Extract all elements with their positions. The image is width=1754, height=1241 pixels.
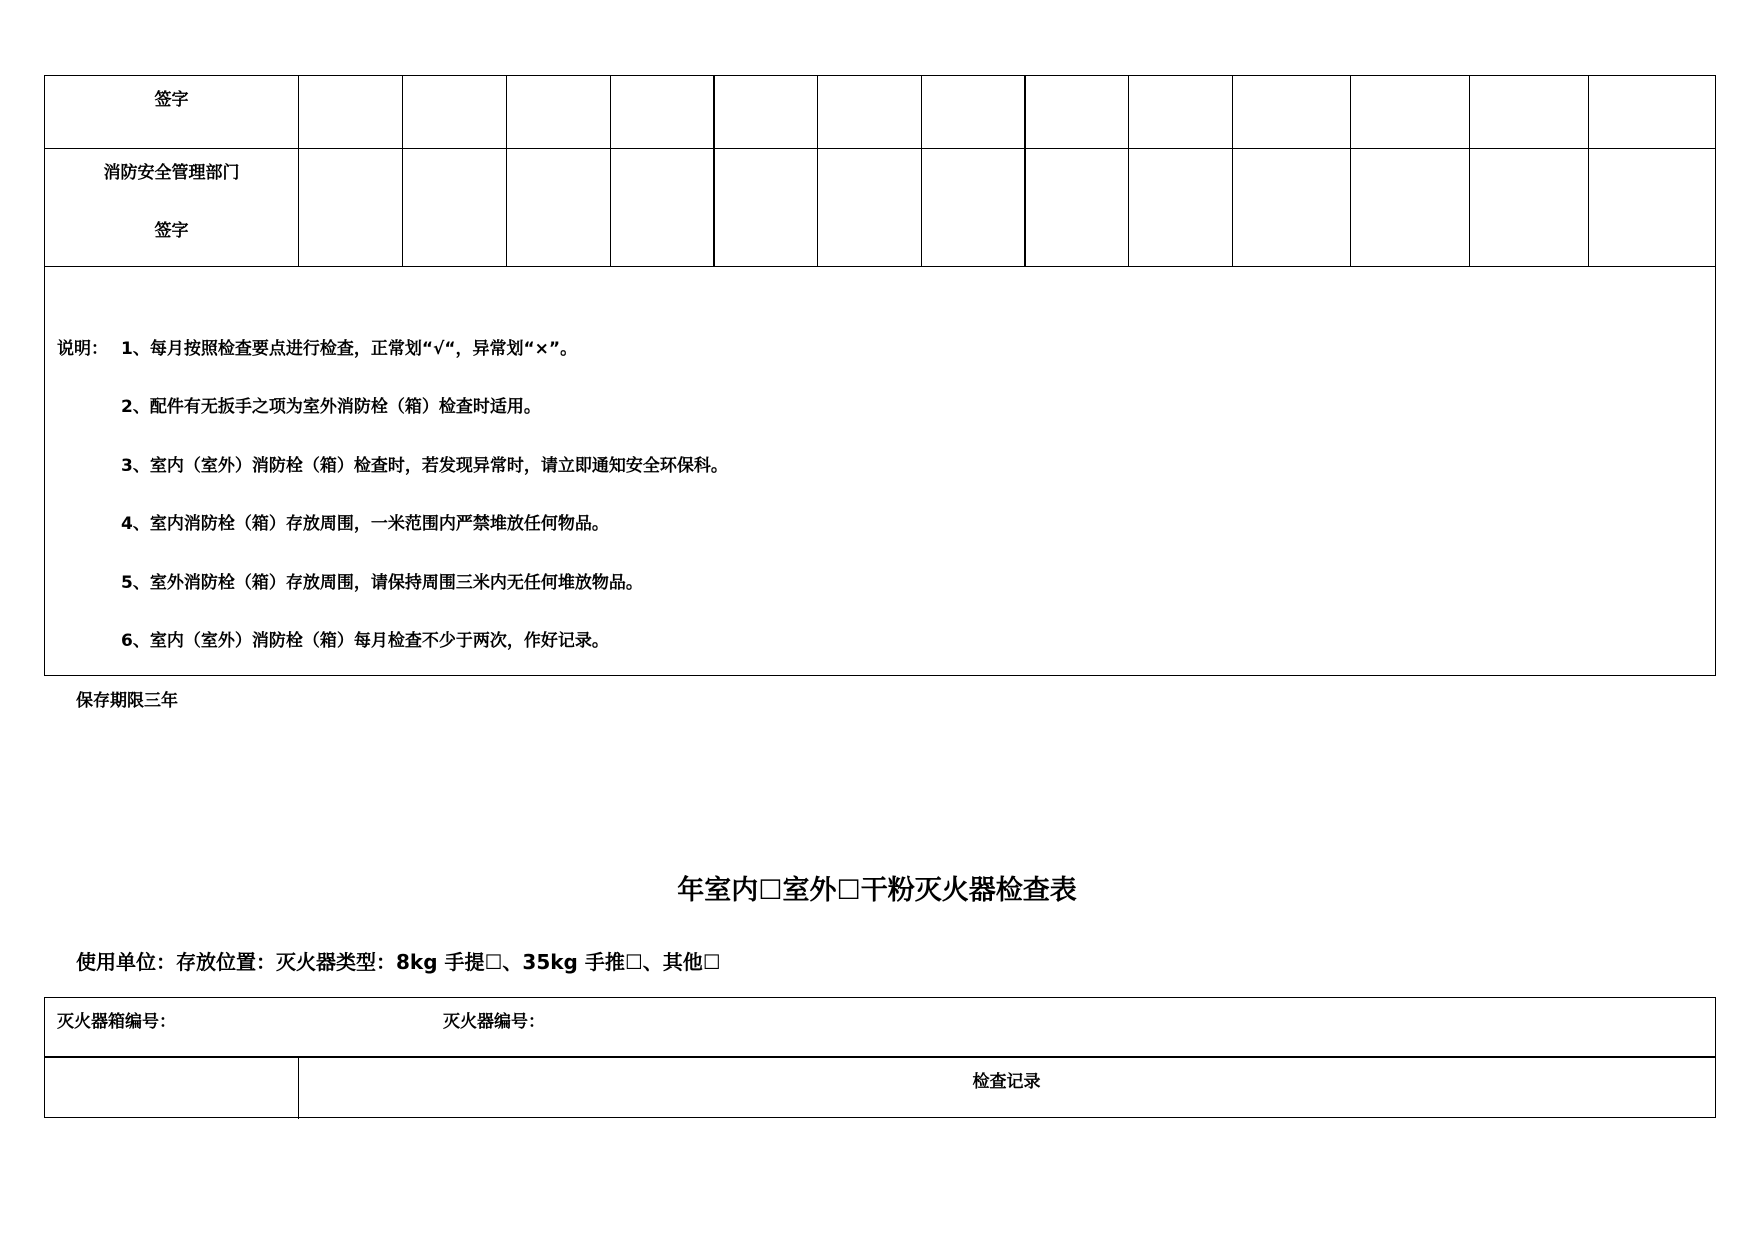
note-item: 6、室内（室外）消防栓（箱）每月检查不少于两次，作好记录。 — [121, 631, 609, 651]
note-item: 2、配件有无扳手之项为室外消防栓（箱）检查时适用。 — [121, 397, 541, 417]
extinguisher-record-table — [44, 997, 1716, 1118]
column-divider — [1350, 76, 1351, 266]
column-divider — [921, 76, 922, 266]
note-item: 5、室外消防栓（箱）存放周围，请保持周围三米内无任何堆放物品。 — [121, 573, 643, 593]
column-divider — [1024, 76, 1026, 266]
row-divider — [45, 1056, 1715, 1058]
column-divider — [298, 76, 299, 266]
column-divider — [1232, 76, 1233, 266]
column-divider — [610, 76, 611, 266]
retention-period: 保存期限三年 — [76, 691, 178, 711]
row-divider — [45, 266, 1715, 267]
box-number-label: 灭火器箱编号： — [57, 1012, 176, 1032]
notes-prefix: 说明： — [57, 339, 108, 359]
extinguisher-number-label: 灭火器编号： — [443, 1012, 545, 1032]
column-divider — [817, 76, 818, 266]
column-divider — [1588, 76, 1589, 266]
column-divider — [402, 76, 403, 266]
column-divider — [713, 76, 715, 266]
department-signature-label: 签字 — [154, 221, 189, 241]
note-item: 3、室内（室外）消防栓（箱）检查时，若发现异常时，请立即通知安全环保科。 — [121, 456, 728, 476]
note-item: 1、每月按照检查要点进行检查，正常划“√“，异常划“×”。 — [121, 339, 578, 359]
record-header: 检查记录 — [972, 1072, 1041, 1092]
column-divider — [506, 76, 507, 266]
note-item: 4、室内消防栓（箱）存放周围，一米范围内严禁堆放任何物品。 — [121, 514, 609, 534]
row-divider — [45, 148, 1715, 149]
signature-label: 签字 — [154, 90, 189, 110]
column-divider — [1128, 76, 1129, 266]
form-subtitle: 使用单位：存放位置：灭火器类型：8kg 手提☐、35kg 手推☐、其他☐ — [76, 950, 721, 974]
column-divider — [1469, 76, 1470, 266]
page-title: 年室内☐室外☐干粉灭火器检查表 — [677, 875, 1077, 906]
inspection-signature-table — [44, 75, 1716, 676]
department-label: 消防安全管理部门 — [103, 163, 240, 183]
